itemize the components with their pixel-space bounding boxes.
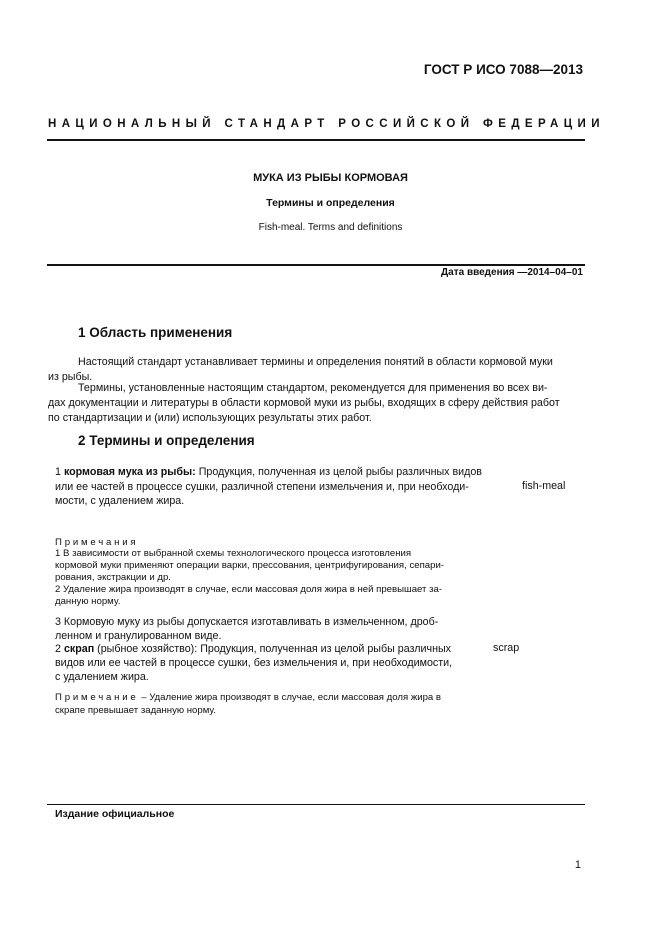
term1-term: кормовая мука из рыбы:	[63, 466, 196, 478]
page-number: 1	[574, 859, 581, 871]
term2-line2: видов или ее частей в процессе сушки, без измельчения и, при необходимости,	[55, 657, 453, 669]
note2-label: Примечание	[55, 692, 139, 703]
document-title: МУКА ИЗ РЫБЫ КОРМОВАЯ	[253, 172, 408, 184]
english-title: Fish-meal. Terms and definitions	[258, 222, 403, 233]
note1-label: Примечания	[55, 537, 139, 548]
title-rule	[47, 264, 585, 266]
note2-line1	[55, 692, 441, 704]
section1-p2-line2: дах документации и литературы в области кормовой муки из рыбы, входящих в сферу действия работ	[48, 397, 560, 409]
term1-number: 1	[55, 466, 61, 478]
section1-p1-line1: Настоящий стандарт устанавливает термины и определения понятий в области кормовой муки	[78, 356, 553, 368]
term1-english: fish-meal	[522, 480, 566, 492]
note2-line2: скрапе превышает заданную норму.	[55, 705, 216, 716]
term2-number: 2	[55, 643, 61, 655]
term1-line2: или ее частей в процессе сушки, различной степени измельчения и, при необходи-	[55, 481, 469, 493]
note1-line2: кормовой муки применяют операции варки, прессования, центрифугирования, сепари-	[55, 560, 444, 571]
introduction-date: Дата введения —2014–04–01	[441, 267, 583, 278]
section1-heading: 1 Область применения	[78, 325, 233, 340]
term1-definition-start: Продукция, полученная из целой рыбы различных видов	[198, 466, 482, 478]
term2-qualifier: (рыбное хозяйство):	[97, 643, 198, 655]
note1-line5: данную норму.	[55, 596, 121, 607]
term2-line3: с удалением жира.	[55, 671, 149, 683]
item3-line2: ленном и гранулированном виде.	[55, 630, 222, 642]
term1-line1	[55, 465, 482, 481]
term2-term: скрап	[63, 643, 95, 655]
term1-line3: мости, с удалением жира.	[55, 495, 185, 507]
national-standard-title: НАЦИОНАЛЬНЫЙ СТАНДАРТ РОССИЙСКОЙ ФЕДЕРАЦИИ	[48, 118, 605, 130]
document-subtitle: Термины и определения	[266, 197, 395, 209]
section2-heading: 2 Термины и определения	[78, 433, 255, 448]
footer-rule	[47, 804, 585, 805]
note1-line4: 2 Удаление жира производят в случае, если массовая доля жира в ней превышает за-	[55, 584, 443, 595]
section1-p1-line2: из рыбы.	[48, 371, 93, 383]
note1-line3: рования, экстракции и др.	[55, 572, 171, 583]
note1-line1: 1 В зависимости от выбранной схемы технологического процесса изготовления	[55, 548, 412, 559]
section1-p2-line3: по стандартизации и (или) использующих результаты этих работ.	[48, 412, 372, 424]
term2-definition-start: Продукция, полученная из целой рыбы различных	[200, 643, 452, 655]
official-edition-label: Издание официальное	[55, 808, 175, 820]
item3-line1: 3 Кормовую муку из рыбы допускается изготавливать в измельченном, дроб-	[55, 616, 439, 628]
top-rule	[47, 139, 585, 141]
term2-english: scrap	[493, 642, 520, 654]
note2-text: – Удаление жира производят в случае, если массовая доля жира в	[141, 692, 442, 703]
standard-number: ГОСТ Р ИСО 7088—2013	[423, 62, 583, 77]
section1-p2-line1: Термины, установленные настоящим стандартом, рекомендуется для применения во всех ви-	[78, 382, 548, 394]
